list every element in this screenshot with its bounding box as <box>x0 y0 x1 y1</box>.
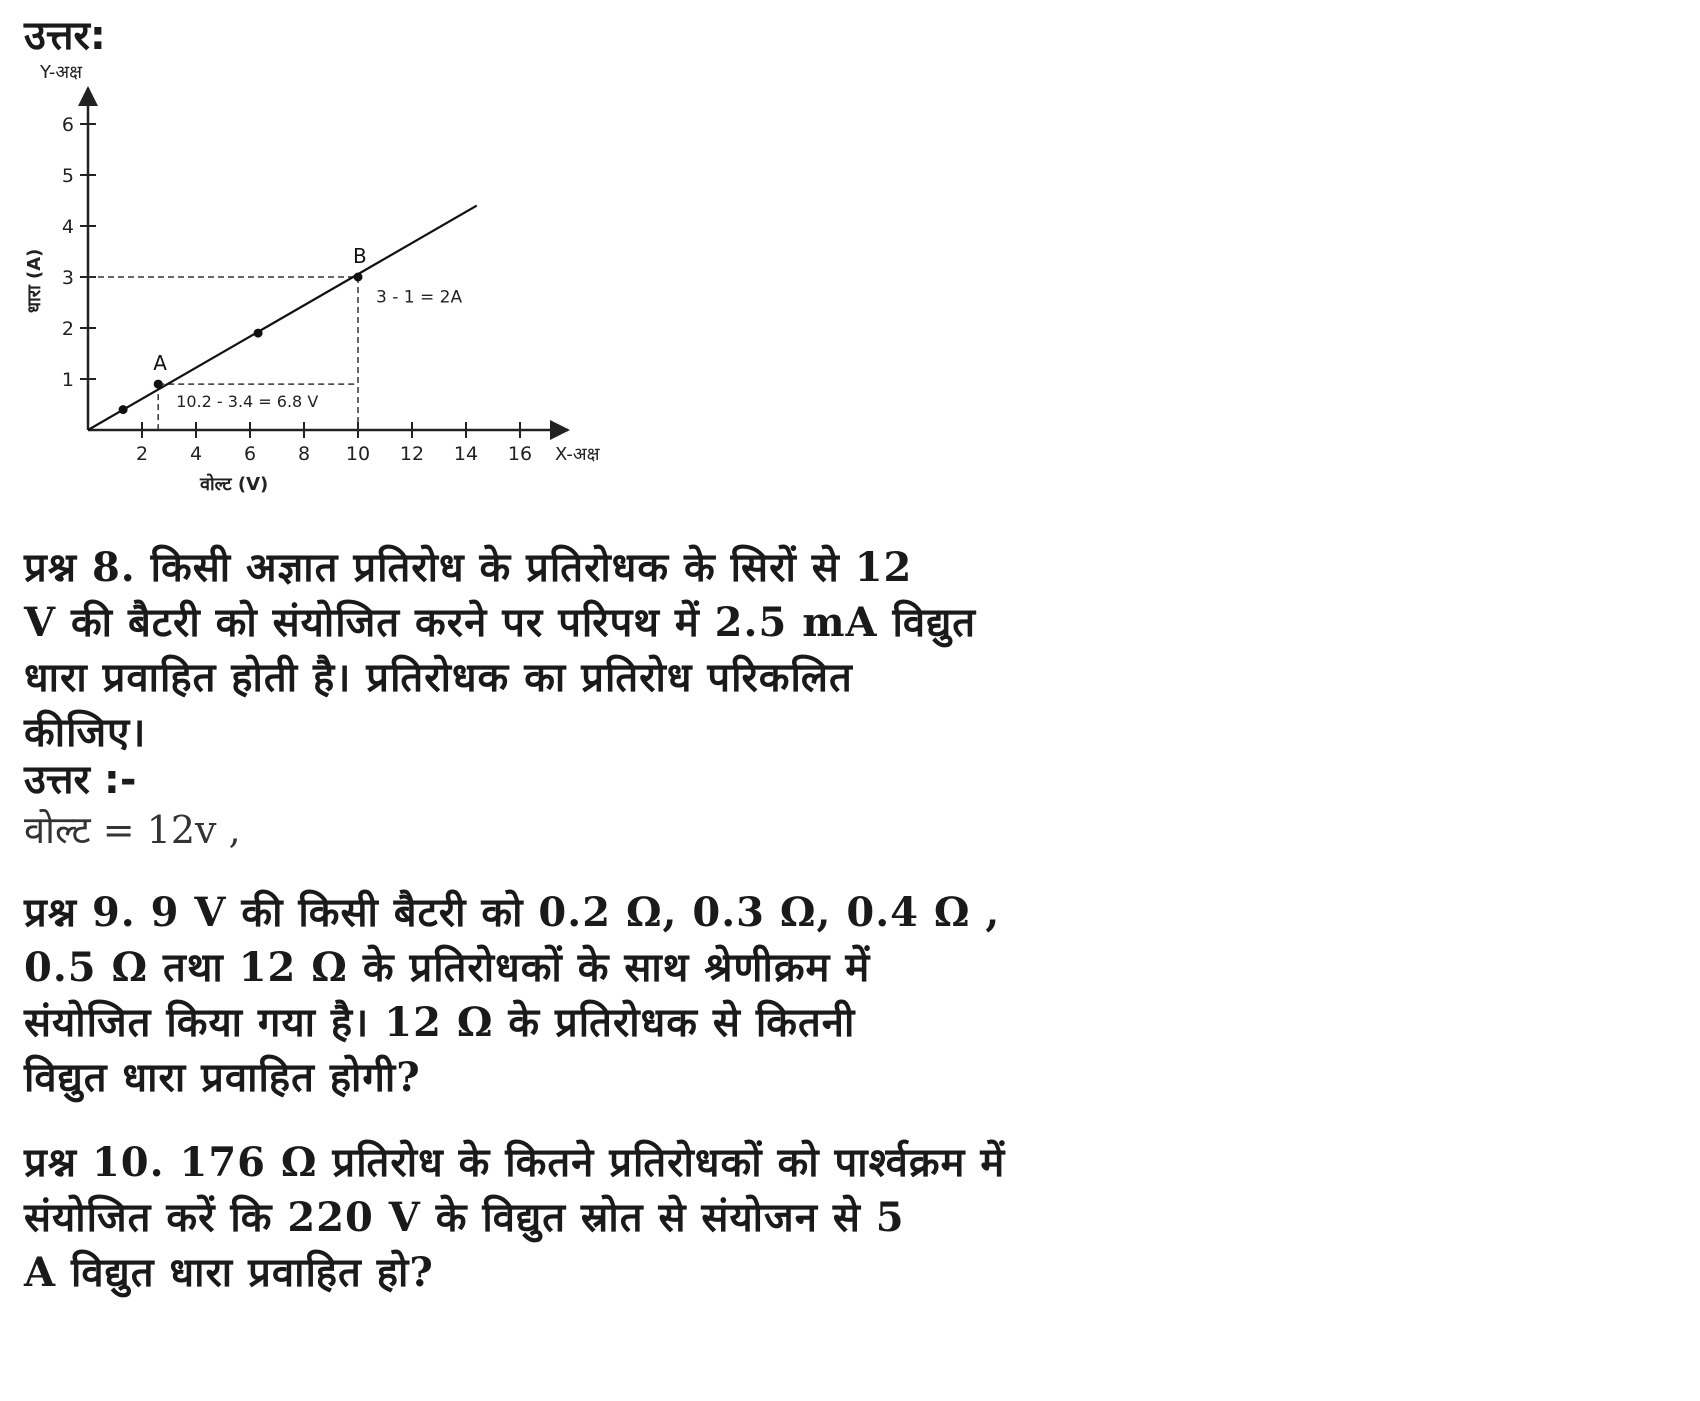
x-axis-name: X-अक्ष <box>555 444 600 465</box>
x-tick-label: 10 <box>345 443 371 465</box>
horizontal-annotation: 10.2 - 3.4 = 6.8 V <box>176 392 319 412</box>
data-point <box>354 273 363 282</box>
question-8-answer-heading: उत्तर :- <box>24 757 137 803</box>
y-tick-label: 6 <box>61 114 74 136</box>
y-axis-label: धारा (A) <box>24 248 45 313</box>
question-9-line: विद्युत धारा प्रवाहित होगी? <box>24 1054 421 1101</box>
answer-heading: उत्तर: <box>24 13 106 59</box>
x-tick-label: 4 <box>189 443 203 465</box>
question-8-answer-line: वोल्ट = 12v , <box>24 808 241 852</box>
vertical-annotation: 3 - 1 = 2A <box>376 287 463 308</box>
data-point <box>154 380 163 389</box>
voltage-current-graph <box>10 58 690 558</box>
x-tick-label: 12 <box>399 443 425 465</box>
x-tick-label: 2 <box>135 443 149 465</box>
question-8-line: धारा प्रवाहित होती है। प्रतिरोधक का प्रतिरोध परिकलित <box>24 654 853 701</box>
y-tick-label: 5 <box>61 165 74 187</box>
question-10 <box>24 1135 1144 1300</box>
question-10-line: प्रश्न 10. 176 Ω प्रतिरोध के कितने प्रतिरोधकों को पार्श्वक्रम में <box>24 1139 1006 1186</box>
x-tick-label: 14 <box>453 443 479 465</box>
question-8-line: प्रश्न 8. किसी अज्ञात प्रतिरोध के प्रतिरोधक के सिरों से 12 <box>24 544 913 591</box>
y-tick-label: 2 <box>61 318 74 340</box>
y-tick-label: 3 <box>61 267 74 289</box>
x-tick-label: 16 <box>507 443 533 465</box>
data-point <box>254 329 263 338</box>
point-label: A <box>153 351 167 376</box>
question-8-line: कीजिए। <box>24 709 147 756</box>
question-8 <box>24 540 1144 760</box>
x-tick-label: 6 <box>243 443 257 465</box>
x-tick-label: 8 <box>297 443 311 465</box>
point-label: B <box>353 244 367 268</box>
data-point <box>119 405 128 414</box>
question-10-line: A विद्युत धारा प्रवाहित हो? <box>24 1249 434 1296</box>
question-9 <box>24 885 1144 1105</box>
y-axis-name: Y-अक्ष <box>40 62 83 83</box>
question-8-line: V की बैटरी को संयोजित करने पर परिपथ में 2.5 mA विद्युत <box>24 599 977 646</box>
question-9-line: संयोजित किया गया है। 12 Ω के प्रतिरोधक से कितनी <box>24 999 856 1046</box>
y-tick-label: 4 <box>61 216 74 238</box>
x-axis-label: वोल्ट (V) <box>200 474 269 495</box>
y-tick-label: 1 <box>61 369 74 391</box>
question-9-line: 0.5 Ω तथा 12 Ω के प्रतिरोधकों के साथ श्रेणीक्रम में <box>24 944 871 991</box>
question-10-line: संयोजित करें कि 220 V के विद्युत स्रोत से संयोजन से 5 <box>24 1194 905 1241</box>
question-9-line: प्रश्न 9. 9 V की किसी बैटरी को 0.2 Ω, 0.3 Ω, 0.4 Ω , <box>24 889 1001 936</box>
